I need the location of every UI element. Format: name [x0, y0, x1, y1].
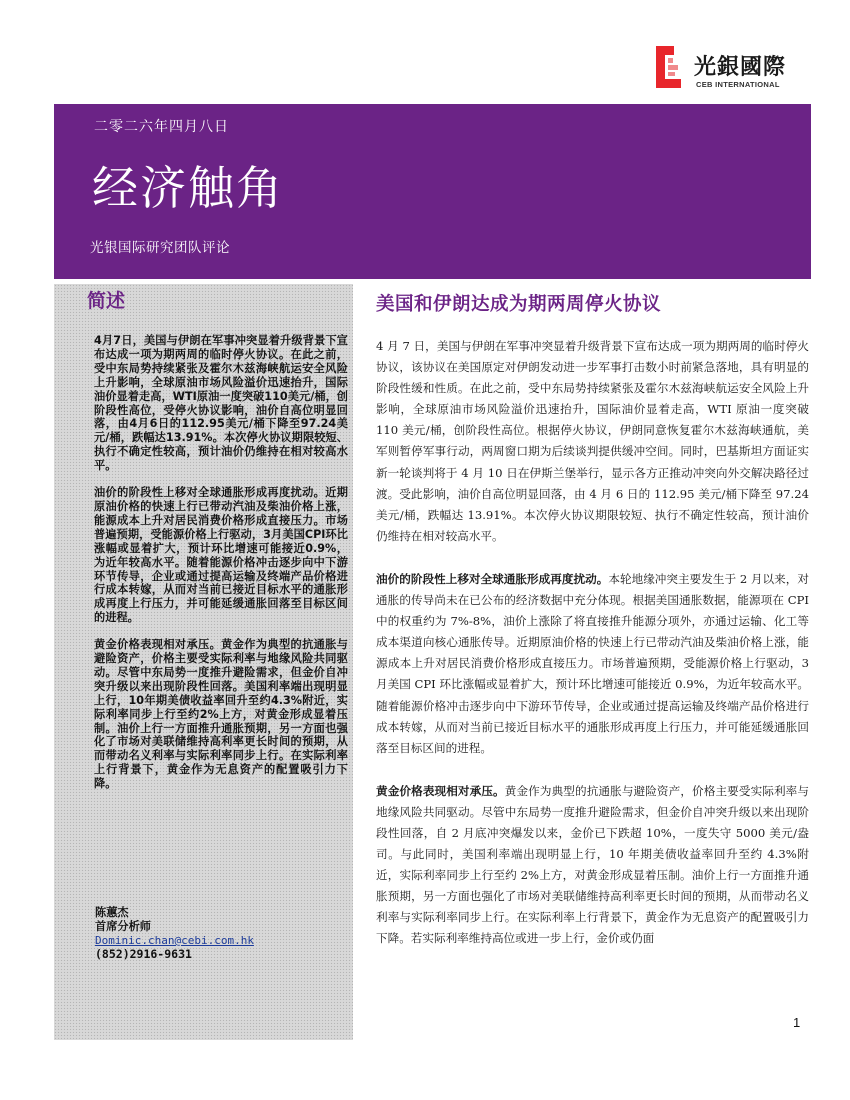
article-paragraph — [376, 569, 809, 759]
report-subtitle: 光银国际研究团队评论 — [90, 240, 230, 256]
author-phone: (852)2916-9631 — [95, 946, 192, 961]
summary-paragraph: 油价的阶段性上移对全球通胀形成再度扰动。近期原油价格的快速上行已带动汽油及柴油价格上涨，能源成本上升对居民消费价格形成直接压力。市场普遍预期，受能源价格上行驱动，3月美国CPI环比涨幅或显着扩大，预计环比增速可能接近0.9%，为近年较高水平。随着能源价格冲击逐步向中下游环节传导，企业或通过提高运输及终端产品价格进行成本转嫁，从而对当前已接近目标水平的通胀形成再度上行压力，并可能延缓通胀回落至目标区间的进程。 — [94, 486, 348, 625]
summary-paragraph: 黄金价格表现相对承压。黄金作为典型的抗通胀与避险资产，价格主要受实际利率与地缘风险共同驱动。尽管中东局势一度推升避险需求，但金价自冲突升级以来出现阶段性回落。美国利率端出现明显上行，10年期美债收益率回升至约4.3%附近，实际利率同步上行至约2%上方，对黄金形成显着压制。油价上行一方面推升通胀预期，另一方面也强化了市场对美联储维持高利率更长时间的预期，从而带动名义利率与实际利率同步上行。在实际利率上行背景下，黄金作为无息资产的配置吸引力下降。 — [94, 638, 348, 791]
ceb-international-logo — [652, 46, 812, 96]
author-title: 首席分析师 — [95, 919, 151, 933]
report-date: 二零二六年四月八日 — [94, 119, 229, 135]
logo-name-en: CEB INTERNATIONAL — [696, 80, 780, 89]
article-paragraph-lead: 油价的阶段性上移对全球通胀形成再度扰动。 — [376, 571, 609, 586]
summary-panel — [54, 284, 353, 1040]
summary-heading: 简述 — [87, 290, 126, 312]
author-name: 陈蕙杰 — [95, 906, 129, 919]
report-banner — [54, 104, 811, 279]
author-block — [95, 906, 254, 962]
report-series-title: 经济触角 — [92, 161, 284, 215]
logo-name-cn: 光銀國際 — [694, 55, 787, 80]
article-body — [376, 336, 809, 972]
author-email-link[interactable]: Dominic.chan@cebi.com.hk — [95, 933, 254, 947]
article-paragraph: 4 月 7 日，美国与伊朗在军事冲突显着升级背景下宣布达成一项为期两周的临时停火协议，该协议在美国原定对伊朗发动进一步军事打击数小时前紧急落地，具有明显的阶段性缓和性质。在此之前，受中东局势持续紧张及霍尔木兹海峡航运安全风险上升影响，全球原油市场风险溢价迅速抬升，国际油价显着走高，WTI 原油一度突破 110 美元/桶，创阶段性高位。根据停火协议，伊朗同意恢复霍尔木兹海峡通航，美军则暂停军事行动，两周窗口期为后续谈判提供缓冲空间。同时，巴基斯坦方面证实新一轮谈判将于 4 月 10 日在伊斯兰堡举行，显示各方正推动冲突向外交解决路径过渡。受此影响，油价自高位明显回落，由 4 月 6 日的 112.95 美元/桶下降至 97.24 美元/桶，跌幅达 13.91%。本次停火协议期限较短、执行不确定性较高，预计油价仍维持在相对较高水平。 — [376, 339, 809, 543]
article-title: 美国和伊朗达成为期两周停火协议 — [376, 294, 662, 315]
summary-paragraph: 4月7日，美国与伊朗在军事冲突显着升级背景下宣布达成一项为期两周的临时停火协议。在此之前，受中东局势持续紧张及霍尔木兹海峡航运安全风险上升影响，全球原油市场风险溢价迅速抬升，国际油价显着走高，WTI原油一度突破110美元/桶，创阶段性高位，受停火协议影响，油价自高位明显回落，由4月6日的112.95美元/桶下降至97.24美元/桶，跌幅达13.91%。本次停火协议期限较短、执行不确定性较高，预计油价仍维持在相对较高水平。 — [94, 334, 348, 473]
article-paragraph-text: 本轮地缘冲突主要发生于 2 月以来，对通胀的传导尚未在已公布的经济数据中充分体现。根据美国通胀数据，能源项在 CPI 中的权重约为 7%-8%，油价上涨除了将直接推升能源分项外，亦通过运输、化工等成本渠道向核心通胀传导。近期原油价格的快速上行已带动汽油及柴油价格上涨，能源成本上升对居民消费价格形成直接压力。市场普遍预期，受能源价格上行驱动，3 月美国 CPI 环比涨幅或显着扩大，预计环比增速可能接近 0.9%，为近年较高水平。随着能源价格冲击逐步向中下游环节传导，企业或通过提高运输及终端产品价格进行成本转嫁，从而对当前已接近目标水平的通胀形成再度上行压力，并可能延缓通胀回落至目标区间的进程。 — [376, 571, 809, 755]
ceb-logo-mark-icon — [656, 46, 684, 88]
page-number: 1 — [793, 1015, 801, 1030]
summary-body — [94, 334, 348, 804]
article-paragraph-lead: 黄金价格表现相对承压。 — [376, 783, 505, 798]
article-paragraph-text: 黄金作为典型的抗通胀与避险资产，价格主要受实际利率与地缘风险共同驱动。尽管中东局势一度推升避险需求，但金价自冲突升级以来出现阶段性回落，自 2 月底冲突爆发以来，金价已下跌超 10%，一度失守 5000 美元/盎司。与此同时，美国利率端出现明显上行，10 年期美债收益率回升至约 4.3%附近，实际利率同步上行至约 2%上方，对黄金形成显着压制。油价上行一方面推升通胀预期，另一方面也强化了市场对美联储维持高利率更长时间的预期，从而带动名义利率与实际利率同步上行。在实际利率上行背景下，黄金作为无息资产的配置吸引力下降。若实际利率维持高位或进一步上行，金价或仍面 — [376, 783, 809, 946]
article-paragraph — [376, 781, 809, 950]
